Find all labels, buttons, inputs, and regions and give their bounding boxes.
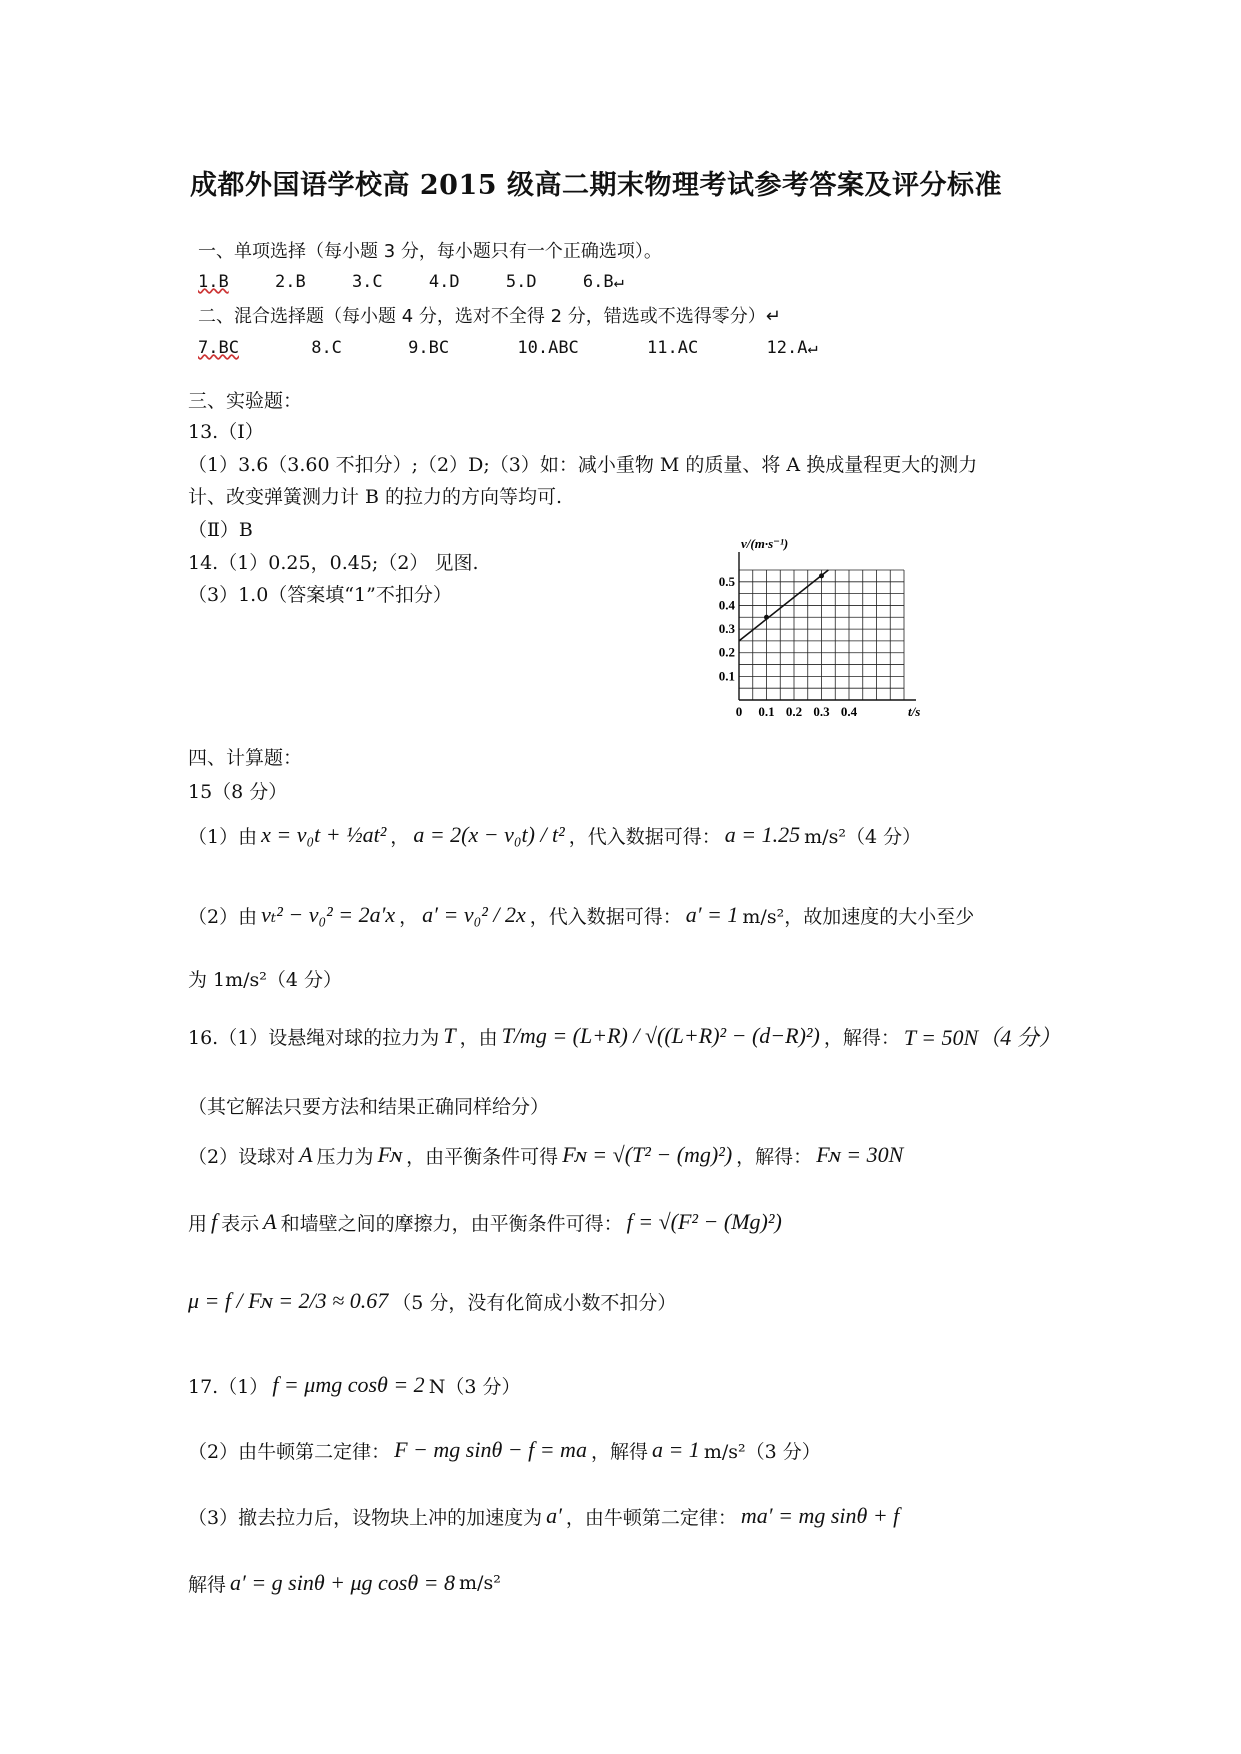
q17-2-mid: ，解得 [590, 1440, 648, 1463]
q15-2-result: a′ = 1 [685, 902, 739, 927]
q16-3-mid2: 和墙壁之间的摩擦力，由平衡条件可得： [280, 1212, 623, 1235]
q17-part3 [188, 1496, 899, 1536]
q15-2-prefix: （2）由 [188, 905, 258, 928]
q17-3-mid: ，由牛顿第二定律： [565, 1506, 737, 1529]
q14-line2: （3）1.0（答案填“1”不扣分） [188, 584, 452, 606]
q17-3-a: a′ [546, 1503, 562, 1528]
q16-2-equation: Fɴ = √(T² − (mg)²) [562, 1142, 733, 1167]
y-tick-label: 0.1 [718, 668, 735, 684]
q16-3-equation: f = √(F² − (Mg)²) [626, 1209, 782, 1234]
section1-answers [198, 272, 624, 292]
section1-header: 一、单项选择（每小题 3 分，每小题只有一个正确选项）。 [198, 241, 662, 262]
q15-2-equation: vₜ² − v₀² = 2a′x [261, 902, 396, 927]
y-axis-label: v/(m·s⁻¹) [741, 536, 789, 551]
data-point [819, 573, 824, 578]
x-tick-label: 0.2 [785, 704, 803, 719]
answer-11: 11.AC [647, 338, 699, 358]
velocity-time-chart [705, 536, 945, 730]
q17-part4 [188, 1563, 501, 1603]
q15-2-equation2: a′ = v₀² / 2x [422, 902, 526, 927]
answer-5: 5.D [505, 272, 537, 292]
q15-2-tail: ，代入数据可得： [529, 905, 682, 928]
page-title: 成都外国语学校高 2015 级高二期末物理考试参考答案及评分标准 [190, 170, 1002, 201]
q17-2-tail: m/s²（3 分） [703, 1440, 821, 1463]
q16-2-result: Fɴ = 30N [816, 1142, 904, 1167]
q16-part3 [188, 1197, 782, 1247]
q15-1-equation: x = v₀t + ½at² [261, 822, 387, 847]
x-tick-label: 0.3 [813, 704, 830, 719]
x-tick-label: 0.4 [840, 704, 858, 719]
q16-3-mid: 表示 [221, 1212, 260, 1235]
q16-4-tail: （5 分，没有化简成小数不扣分） [392, 1291, 677, 1314]
q15-part2: （2）由 vₜ² − v₀² = 2a′x ， a′ = v₀² / 2x ，代入数据可得： a′ = 1 m/s²，故加速度的大小至少 [188, 902, 975, 928]
q15-part1: （1）由 x = v₀t + ½at² ， a = 2(x − v₀t) / t² ，代入数据可得： a = 1.25 m/s²（4 分） [188, 822, 922, 848]
q16-2-mid: 压力为 [316, 1145, 374, 1168]
q17-4-equation: a′ = g sinθ + μg cosθ = 8 [230, 1570, 456, 1595]
answer-4: 4.D [428, 272, 460, 292]
q17-part2 [188, 1430, 821, 1470]
section4-header: 四、计算题： [188, 747, 303, 769]
q15-1-unit: m/s²（4 分） [804, 825, 922, 848]
x-axis-label: t/s [908, 704, 921, 719]
q16-3-A: A [263, 1209, 277, 1234]
q16-4-equation: μ = f / Fɴ = 2/3 ≈ 0.67 [188, 1288, 389, 1313]
q15-1-result: a = 1.25 [724, 822, 801, 847]
answer-2: 2.B [274, 272, 306, 292]
section2-header: 二、混合选择题（每小题 4 分，选对不全得 2 分，错选或不选得零分）↵ [198, 306, 781, 327]
q16-1-prefix: 16.（1）设悬绳对球的拉力为 [188, 1026, 440, 1049]
q13-line2: 计、改变弹簧测力计 B 的拉力的方向等均可. [188, 486, 563, 508]
q16-2-A: A [299, 1142, 313, 1167]
q16-part1 [188, 1005, 1061, 1067]
answer-3: 3.C [351, 272, 383, 292]
q16-note: （其它解法只要方法和结果正确同样给分） [188, 1096, 550, 1118]
q15-2-tail2: m/s²，故加速度的大小至少 [742, 905, 975, 928]
q13-line1: （1）3.6（3.60 不扣分）;（2）D;（3）如：减小重物 M 的质量、将 A 换成量程更大的测力 [188, 454, 978, 476]
q17-1-equation: f = μmg cosθ = 2 [272, 1372, 425, 1397]
y-tick-label: 0.3 [718, 621, 735, 637]
q13-part2: （Ⅱ）B [188, 519, 253, 541]
q14-line1: 14.（1）0.25，0.45;（2） 见图. [188, 552, 479, 574]
q13-label: 13.（Ⅰ） [188, 421, 264, 443]
q17-part1 [188, 1365, 520, 1405]
q15-1-equation2: a = 2(x − v₀t) / t² [413, 822, 565, 847]
q17-3-prefix: （3）撤去拉力后，设物块上冲的加速度为 [188, 1506, 543, 1529]
section2-answers [198, 338, 818, 358]
q16-1-tail: ，解得： [823, 1026, 900, 1049]
answer-8: 8.C [311, 338, 342, 358]
section3-header: 三、实验题： [188, 390, 303, 412]
y-tick-label: 0.4 [718, 597, 735, 613]
q17-2-prefix: （2）由牛顿第二定律： [188, 1440, 391, 1463]
q16-part2 [188, 1130, 903, 1180]
q16-part4 [188, 1270, 676, 1332]
answer-12: 12.A↵ [766, 338, 818, 358]
q15-1-tail: ，代入数据可得： [568, 825, 721, 848]
q15-1-prefix: （1）由 [188, 825, 258, 848]
q17-4-prefix: 解得 [188, 1573, 227, 1596]
q17-2-result: a = 1 [651, 1437, 700, 1462]
q15-2-line2: 为 1m/s²（4 分） [188, 969, 343, 991]
q16-1-T: T [443, 1023, 456, 1048]
answer-1: 1.B [198, 272, 229, 292]
q16-3-prefix: 用 [188, 1212, 208, 1235]
answer-7: 7.BC [198, 338, 239, 358]
q16-2-mid2: ，由平衡条件可得 [406, 1145, 559, 1168]
answer-6: 6.B↵ [582, 272, 624, 292]
q16-2-tail: ，解得： [736, 1145, 813, 1168]
y-tick-label: 0.5 [718, 573, 735, 589]
answer-10: 10.ABC [517, 338, 579, 358]
x-tick-label: 0.1 [758, 704, 775, 719]
q16-1-equation: T/mg = (L+R) / √((L+R)² − (d−R)²) [501, 1023, 820, 1048]
q16-1-mid: ，由 [459, 1026, 498, 1049]
q17-2-equation: F − mg sinθ − f = ma [394, 1437, 587, 1462]
q15-label: 15（8 分） [188, 781, 288, 803]
q17-3-equation: ma′ = mg sinθ + f [740, 1503, 900, 1528]
q16-2-prefix: （2）设球对 [188, 1145, 296, 1168]
answer-9: 9.BC [408, 338, 450, 358]
y-tick-label: 0.2 [718, 644, 735, 660]
q17-4-tail: m/s² [459, 1572, 501, 1594]
q16-2-FN: Fɴ [377, 1142, 403, 1167]
q17-1-prefix: 17.（1） [188, 1375, 269, 1398]
x-tick-label: 0 [735, 704, 743, 719]
q16-1-result: T = 50N（4 分） [903, 1024, 1061, 1050]
q16-3-f: f [211, 1209, 218, 1234]
q17-1-tail: N（3 分） [428, 1375, 521, 1398]
data-point [764, 615, 769, 620]
